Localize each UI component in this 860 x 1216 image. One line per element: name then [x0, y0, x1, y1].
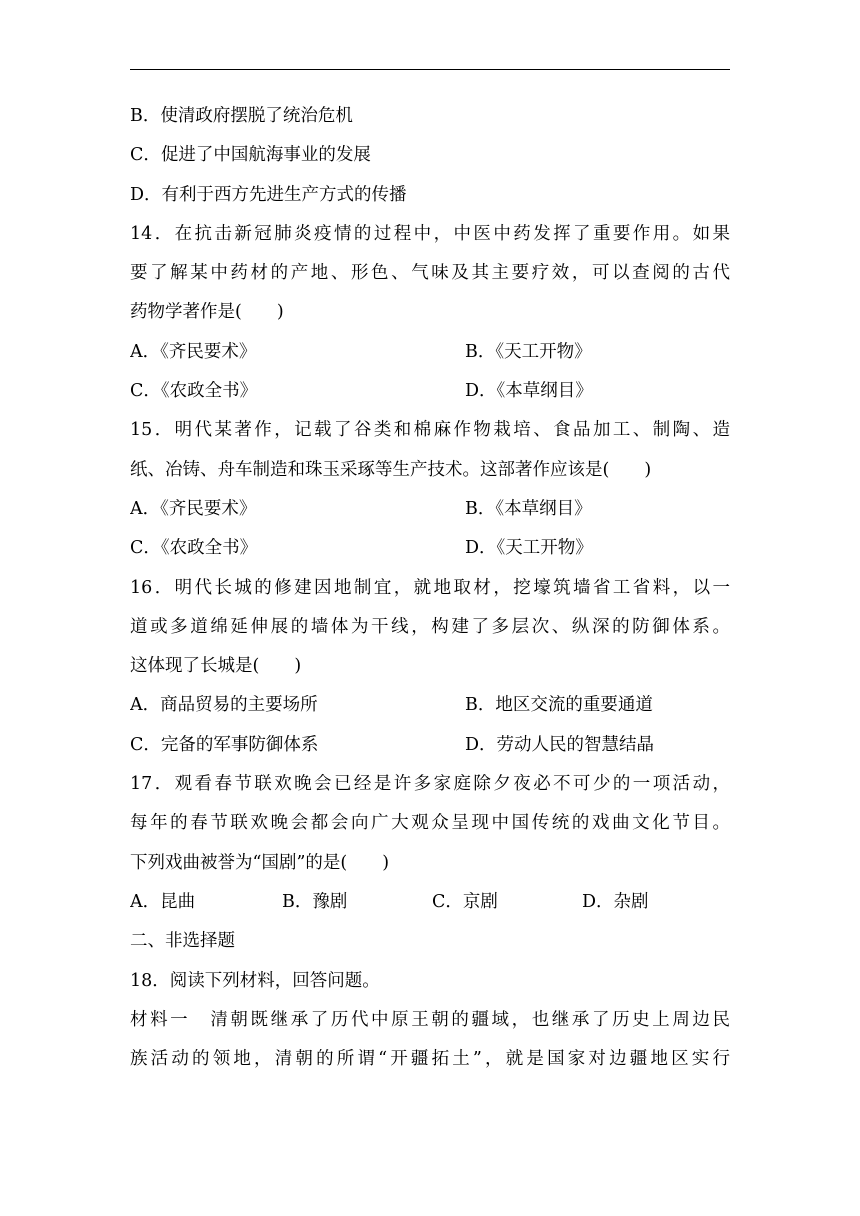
q15-option-a: A．《齐民要术》 — [130, 498, 257, 519]
q15-options-row-1 — [130, 490, 730, 529]
q17-option-d: D．杂剧 — [582, 891, 649, 912]
q16-stem-line-3: 这体现了长城是( ) — [130, 656, 302, 677]
q17-stem-line-3: 下列戏曲被誉为“国剧”的是( ) — [130, 852, 390, 873]
q13-option-d: D．有利于西方先进生产方式的传播 — [130, 184, 407, 205]
header-rule — [130, 69, 730, 70]
q14-option-b: B．《天工开物》 — [465, 341, 592, 362]
q14-options-row-1 — [130, 333, 730, 372]
q16-options-row-2 — [130, 726, 730, 765]
q14-option-d: D．《本草纲目》 — [465, 381, 593, 402]
q15-option-d: D．《天工开物》 — [465, 538, 593, 559]
q17-option-b: B．豫剧 — [282, 891, 348, 912]
q15-options-row-2 — [130, 529, 730, 568]
q18-material-1-line-2: 族活动的领地，清朝的所谓“开疆拓土”，就是国家对边疆地区实行 — [130, 1049, 730, 1070]
document-body — [130, 97, 730, 1079]
q16-option-a: A．商品贸易的主要场所 — [130, 695, 318, 716]
q13-option-c: C．促进了中国航海事业的发展 — [130, 145, 371, 166]
q16-stem-line-2: 道或多道绵延伸展的墙体为干线，构建了多层次、纵深的防御体系。 — [130, 616, 730, 637]
q16-stem-line-1: 16．明代长城的修建因地制宜，就地取材，挖壕筑墙省工省料，以一 — [130, 577, 730, 598]
q16-option-d: D．劳动人民的智慧结晶 — [465, 734, 655, 755]
q14-options-row-2 — [130, 372, 730, 411]
q14-option-a: A．《齐民要术》 — [130, 341, 257, 362]
q16-options-row-1 — [130, 686, 730, 725]
q17-stem-line-1: 17．观看春节联欢晚会已经是许多家庭除夕夜必不可少的一项活动， — [130, 774, 730, 795]
q18-stem-line-1: 18．阅读下列材料，回答问题。 — [130, 970, 380, 991]
q17-option-a: A．昆曲 — [130, 891, 196, 912]
q16-option-b: B．地区交流的重要通道 — [465, 695, 653, 716]
q15-option-b: B．《本草纲目》 — [465, 498, 592, 519]
q14-option-c: C．《农政全书》 — [130, 381, 258, 402]
q14-stem-line-2: 要了解某中药材的产地、形色、气味及其主要疗效，可以查阅的古代 — [130, 263, 730, 284]
q15-stem-line-2: 纸、冶铸、舟车制造和珠玉采琢等生产技术。这部著作应该是( ) — [130, 459, 652, 480]
section-2-title: 二、非选择题 — [130, 931, 235, 952]
q14-stem-line-3: 药物学著作是( ) — [130, 302, 284, 323]
q17-options-row — [130, 883, 730, 922]
q15-option-c: C．《农政全书》 — [130, 538, 258, 559]
q14-stem-line-1: 14．在抗击新冠肺炎疫情的过程中，中医中药发挥了重要作用。如果 — [130, 223, 730, 244]
q13-option-b: B．使清政府摆脱了统治危机 — [130, 106, 353, 126]
q18-material-1-line-1: 材料一 清朝既继承了历代中原王朝的疆域，也继承了历史上周边民 — [130, 1009, 730, 1030]
q15-stem-line-1: 15．明代某著作，记载了谷类和棉麻作物栽培、食品加工、制陶、造 — [130, 420, 730, 441]
q16-option-c: C．完备的军事防御体系 — [130, 734, 319, 755]
q17-option-c: C．京剧 — [432, 891, 498, 912]
q17-stem-line-2: 每年的春节联欢晚会都会向广大观众呈现中国传统的戏曲文化节目。 — [130, 813, 730, 834]
